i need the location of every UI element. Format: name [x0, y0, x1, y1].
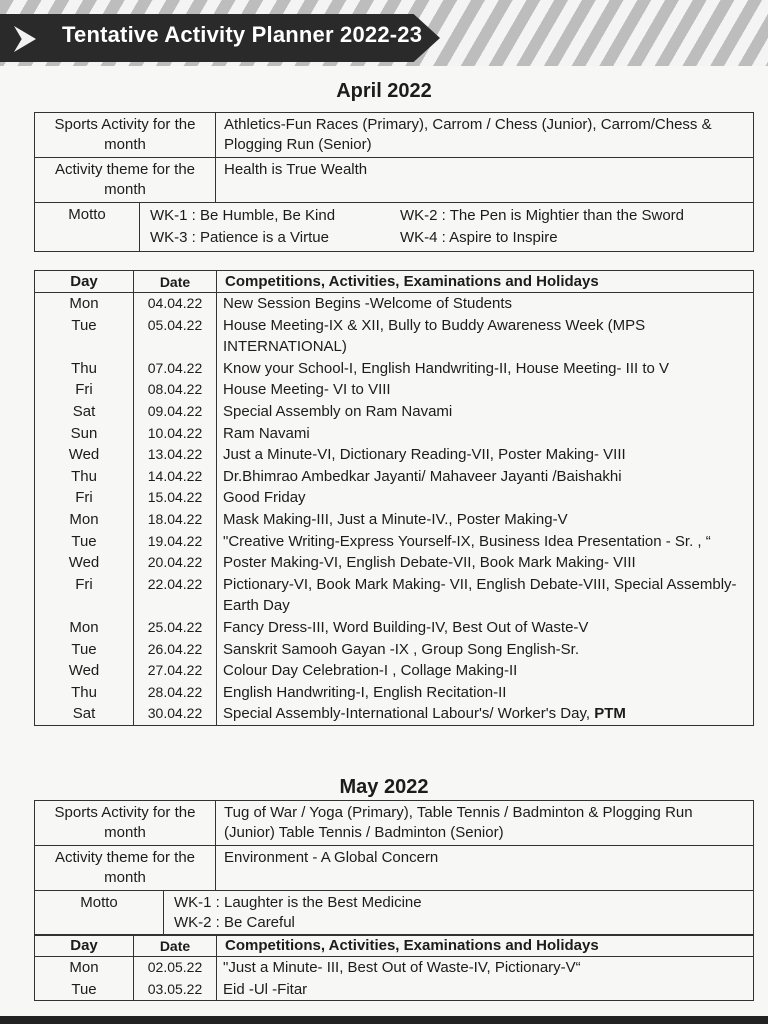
activity-cell	[217, 531, 754, 553]
activity-cell	[217, 639, 754, 661]
page-edge	[0, 1016, 768, 1024]
motto-label: Motto	[35, 891, 164, 935]
activity-cell-text: Mask Making-III, Just a Minute-IV., Poster Making-V	[223, 510, 568, 528]
day-cell	[35, 444, 134, 466]
date-cell-text: 18.04.22	[147, 510, 203, 527]
table-row	[35, 979, 754, 1001]
day-cell	[35, 660, 134, 682]
sports-row	[35, 113, 753, 158]
table-row	[35, 660, 754, 682]
day-cell	[35, 401, 134, 423]
activity-cell	[217, 979, 754, 1001]
table-row	[35, 315, 754, 358]
date-cell	[134, 531, 217, 553]
table-row	[35, 379, 754, 401]
date-cell-text: 26.04.22	[147, 640, 203, 657]
table-row	[35, 423, 754, 445]
day-cell-text: Mon	[69, 295, 99, 312]
date-cell-text: 22.04.22	[147, 575, 203, 592]
day-cell-text: Sun	[70, 424, 98, 442]
motto-wk1: WK-1 : Be Humble, Be Kind	[150, 207, 336, 224]
date-cell	[134, 444, 217, 466]
table-row	[35, 703, 754, 725]
day-cell-text: Mon	[69, 618, 99, 636]
table-row	[35, 617, 754, 639]
month-title-may: May 2022	[339, 776, 429, 798]
day-cell-text: Tue	[71, 980, 97, 998]
activity-cell	[217, 423, 754, 445]
date-cell	[134, 660, 217, 682]
day-cell	[35, 358, 134, 380]
activity-cell-text: "Just a Minute- III, Best Out of Waste-IV, Pictionary-V“	[223, 959, 581, 976]
ptm-highlight: PTM	[594, 705, 626, 723]
motto-row	[35, 203, 753, 251]
day-cell	[35, 957, 134, 979]
date-cell	[134, 703, 217, 725]
activity-cell-text: New Session Begins -Welcome of Students	[223, 295, 513, 312]
date-cell-text: 19.04.22	[147, 532, 203, 549]
motto-wk2: WK-2 : The Pen is Mightier than the Sword	[400, 207, 685, 224]
header-banner	[0, 0, 768, 68]
day-cell	[35, 487, 134, 509]
date-cell-text: 15.04.22	[147, 489, 203, 506]
motto-list	[164, 891, 753, 935]
activity-cell-text: House Meeting-IX & XII, Bully to Buddy Awareness Week (MPS INTERNATIONAL)	[223, 316, 646, 356]
day-cell-text: Fri	[75, 575, 93, 593]
column-header-day: Day	[35, 271, 134, 293]
date-cell-text: 25.04.22	[147, 618, 203, 635]
table-row	[35, 358, 754, 380]
theme-label: Activity theme for the month	[35, 158, 216, 202]
table-header-row	[35, 935, 754, 957]
activity-cell	[217, 552, 754, 574]
month-title-april: April 2022	[336, 80, 432, 102]
day-cell	[35, 509, 134, 531]
motto-wk3: WK-3 : Patience is a Virtue	[150, 229, 329, 246]
date-cell	[134, 979, 217, 1001]
activity-cell	[217, 703, 754, 725]
date-cell-text: 03.05.22	[147, 980, 203, 997]
motto-row	[35, 891, 753, 935]
activity-cell-text: English Handwriting-I, English Recitation-II	[223, 683, 507, 701]
day-cell	[35, 379, 134, 401]
table-row	[35, 552, 754, 574]
day-cell-text: Wed	[68, 662, 100, 680]
day-cell	[35, 979, 134, 1001]
day-cell-text: Sat	[72, 402, 96, 420]
day-cell	[35, 315, 134, 358]
activity-cell	[217, 509, 754, 531]
april-calendar-table	[34, 270, 754, 726]
date-cell	[134, 358, 217, 380]
date-cell-text: 14.04.22	[147, 467, 203, 484]
sports-label: Sports Activity for the month	[35, 113, 216, 157]
activity-cell-text: Good Friday	[223, 489, 306, 507]
day-cell-text: Mon	[69, 959, 99, 976]
may-calendar-table	[34, 934, 754, 1001]
date-cell-text: 28.04.22	[147, 683, 203, 700]
day-cell-text: Thu	[71, 359, 97, 377]
date-cell	[134, 423, 217, 445]
date-cell	[134, 487, 217, 509]
date-cell	[134, 574, 217, 617]
activity-cell	[217, 358, 754, 380]
activity-cell	[217, 487, 754, 509]
table-header-row	[35, 271, 754, 293]
date-cell-text: 20.04.22	[147, 554, 203, 571]
date-cell	[134, 639, 217, 661]
activity-cell	[217, 660, 754, 682]
theme-row	[35, 158, 753, 203]
table-row	[35, 639, 754, 661]
table-row	[35, 466, 754, 488]
day-cell	[35, 466, 134, 488]
april-info-box	[34, 112, 754, 252]
column-header-activities: Competitions, Activities, Examinations and Holidays	[217, 271, 754, 293]
date-cell-text: 13.04.22	[147, 446, 203, 463]
table-row	[35, 574, 754, 617]
sports-label: Sports Activity for the month	[35, 801, 216, 845]
activity-cell-text: Sanskrit Samooh Gayan -IX , Group Song English-Sr.	[223, 640, 580, 658]
motto-grid	[140, 203, 753, 251]
theme-row	[35, 846, 753, 891]
activity-cell-text: "Creative Writing-Express Yourself-IX, Business Idea Presentation - Sr. , “	[223, 532, 711, 550]
date-cell	[134, 315, 217, 358]
date-cell-text: 10.04.22	[147, 424, 203, 441]
motto-label: Motto	[35, 203, 140, 251]
day-cell	[35, 682, 134, 704]
date-cell-text: 02.05.22	[147, 959, 203, 975]
activity-cell-text: Just a Minute-VI, Dictionary Reading-VII, Poster Making- VIII	[223, 446, 626, 464]
page-title: Tentative Activity Planner 2022-23	[62, 22, 423, 47]
table-row	[35, 682, 754, 704]
theme-value: Environment - A Global Concern	[224, 849, 439, 866]
date-cell	[134, 682, 217, 704]
activity-cell-text: Pictionary-VI, Book Mark Making- VII, English Debate-VIII, Special Assembly-Earth Day	[223, 575, 737, 615]
activity-cell	[217, 293, 754, 315]
activity-cell	[217, 957, 754, 979]
date-cell-text: 04.04.22	[147, 295, 203, 311]
activity-cell-text: Poster Making-VI, English Debate-VII, Book Mark Making- VIII	[223, 554, 636, 572]
day-cell-text: Fri	[75, 489, 93, 507]
sports-row	[35, 801, 753, 846]
date-cell	[134, 957, 217, 979]
activity-cell	[217, 682, 754, 704]
motto-wk1: WK-1 : Laughter is the Best Medicine	[174, 894, 422, 911]
activity-cell	[217, 617, 754, 639]
day-cell	[35, 552, 134, 574]
table-row	[35, 401, 754, 423]
date-cell-text: 09.04.22	[147, 402, 203, 419]
activity-cell	[217, 379, 754, 401]
activity-cell-text: Eid -Ul -Fitar	[223, 980, 308, 998]
activity-cell-text: Special Assembly on Ram Navami	[223, 402, 453, 420]
table-row	[35, 487, 754, 509]
date-cell	[134, 617, 217, 639]
theme-label: Activity theme for the month	[35, 846, 216, 890]
table-row	[35, 444, 754, 466]
motto-wk2: WK-2 : Be Careful	[174, 914, 295, 931]
may-info-box	[34, 800, 754, 936]
day-cell	[35, 423, 134, 445]
day-cell	[35, 639, 134, 661]
table-row	[35, 293, 754, 315]
activity-cell-text: Know your School-I, English Handwriting-II, House Meeting- III to V	[223, 359, 670, 377]
day-cell	[35, 574, 134, 617]
activity-cell	[217, 315, 754, 358]
day-cell-text: Wed	[68, 554, 100, 572]
date-cell-text: 30.04.22	[147, 705, 203, 722]
day-cell-text: Tue	[71, 532, 97, 550]
day-cell-text: Mon	[69, 510, 99, 528]
day-cell-text: Tue	[71, 640, 97, 658]
activity-cell-text: Colour Day Celebration-I , Collage Making-II	[223, 662, 518, 680]
day-cell-text: Thu	[71, 467, 97, 485]
date-cell	[134, 552, 217, 574]
sports-value: Athletics-Fun Races (Primary), Carrom / Chess (Junior), Carrom/Chess & Plogging Run (Senior)	[224, 116, 712, 153]
date-cell-text: 07.04.22	[147, 359, 203, 376]
day-cell-text: Sat	[72, 705, 96, 723]
activity-cell-text: Fancy Dress-III, Word Building-IV, Best Out of Waste-V	[223, 618, 589, 636]
table-row	[35, 531, 754, 553]
day-cell-text: Fri	[75, 381, 93, 399]
motto-wk4: WK-4 : Aspire to Inspire	[400, 229, 558, 246]
table-row	[35, 957, 754, 979]
date-cell	[134, 509, 217, 531]
day-cell	[35, 531, 134, 553]
date-cell	[134, 379, 217, 401]
table-row	[35, 509, 754, 531]
day-cell-text: Wed	[68, 446, 100, 464]
column-header-activities: Competitions, Activities, Examinations and Holidays	[217, 935, 754, 957]
date-cell-text: 05.04.22	[147, 316, 203, 333]
activity-cell	[217, 444, 754, 466]
column-header-date: Date	[134, 271, 217, 293]
day-cell	[35, 617, 134, 639]
date-cell	[134, 466, 217, 488]
date-cell	[134, 401, 217, 423]
activity-cell-text: Special Assembly-International Labour's/ Worker's Day,	[223, 705, 591, 723]
column-header-day: Day	[35, 935, 134, 957]
sports-value: Tug of War / Yoga (Primary), Table Tennis / Badminton & Plogging Run (Junior) Table Tennis / Badminton (Senior)	[224, 804, 693, 841]
date-cell-text: 27.04.22	[147, 662, 203, 679]
activity-cell-text: House Meeting- VI to VIII	[223, 381, 391, 399]
day-cell	[35, 703, 134, 725]
activity-cell-text: Dr.Bhimrao Ambedkar Jayanti/ Mahaveer Jayanti /Baishakhi	[223, 467, 622, 485]
day-cell-text: Thu	[71, 683, 97, 701]
activity-cell	[217, 574, 754, 617]
day-cell	[35, 293, 134, 315]
activity-cell	[217, 401, 754, 423]
date-cell	[134, 293, 217, 315]
column-header-date: Date	[134, 935, 217, 957]
activity-cell-text: Ram Navami	[223, 424, 310, 442]
date-cell-text: 08.04.22	[147, 381, 203, 398]
activity-cell	[217, 466, 754, 488]
theme-value: Health is True Wealth	[224, 161, 368, 178]
day-cell-text: Tue	[71, 316, 97, 334]
